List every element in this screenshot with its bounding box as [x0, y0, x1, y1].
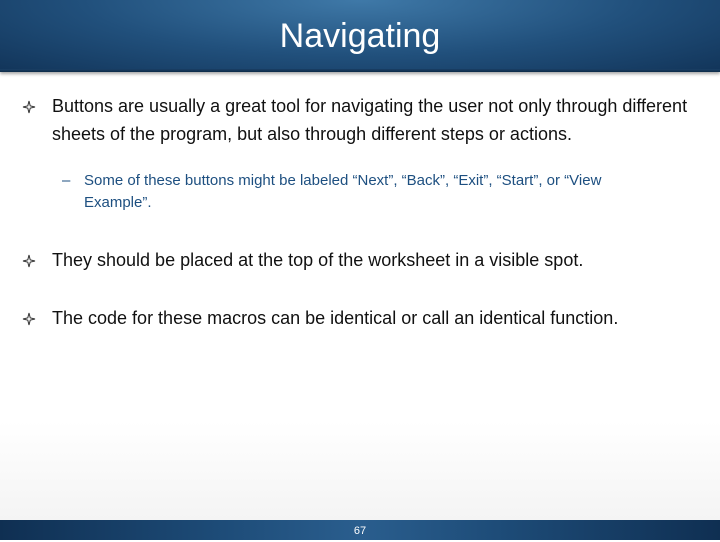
bullet-text-3: The code for these macros can be identical or call an identical function. — [52, 308, 619, 328]
bullet-text-2: They should be placed at the top of the worksheet in a visible spot. — [52, 250, 584, 270]
four-point-star-bullet-icon — [22, 312, 36, 326]
slide-title: Navigating — [279, 17, 441, 55]
sub-bullet-text-1: Some of these buttons might be labeled “Next”, “Back”, “Exit”, “Start”, or “View Example”. — [84, 172, 602, 211]
sub-bullet-1 — [62, 170, 662, 214]
sub-bullet-marker: – — [62, 172, 71, 189]
page-number: 67 — [353, 525, 367, 537]
four-point-star-bullet-icon — [22, 254, 36, 268]
four-point-star-bullet-icon — [22, 100, 36, 114]
bullet-text-1: Buttons are usually a great tool for navigating the user not only through different sheets of the program, but also through different steps or actions. — [52, 96, 688, 144]
